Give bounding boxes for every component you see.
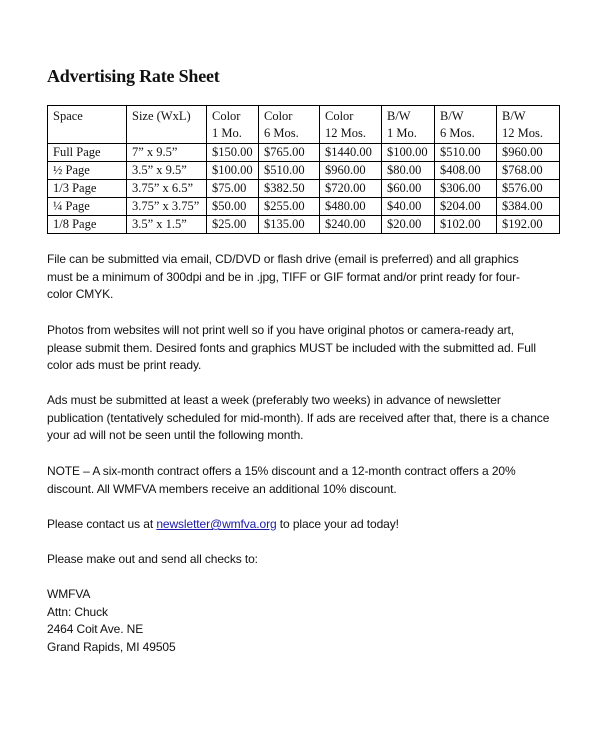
rate-table-header-row (48, 106, 560, 144)
table-cell: $306.00 (435, 180, 497, 198)
deadline-paragraph: Ads must be submitted at least a week (preferably two weeks) in advance of newsletter publication (tentatively scheduled for mid-month). If ads are received after that, there is a chance your ad will not be seen until the following month. (47, 393, 550, 442)
table-cell: $576.00 (497, 180, 560, 198)
header-size: Size (WxL) (127, 106, 207, 144)
table-cell: $80.00 (382, 162, 435, 180)
header-bw-1mo: B/W 1 Mo. (382, 106, 435, 144)
table-cell: ¼ Page (48, 198, 127, 216)
table-cell: $510.00 (259, 162, 320, 180)
table-cell: $408.00 (435, 162, 497, 180)
table-cell: $384.00 (497, 198, 560, 216)
checks-instruction: Please make out and send all checks to: (47, 552, 258, 566)
address-org: WMFVA (47, 587, 91, 601)
table-cell: $135.00 (259, 216, 320, 234)
table-cell: $765.00 (259, 144, 320, 162)
table-row (48, 180, 560, 198)
table-cell: 1/3 Page (48, 180, 127, 198)
contact-paragraph (47, 516, 547, 534)
table-cell: ½ Page (48, 162, 127, 180)
table-cell: $960.00 (497, 144, 560, 162)
table-cell: $150.00 (207, 144, 259, 162)
table-cell: $50.00 (207, 198, 259, 216)
table-row (48, 162, 560, 180)
table-cell: 7” x 9.5” (127, 144, 207, 162)
table-cell: $75.00 (207, 180, 259, 198)
header-bw-12mo: B/W 12 Mos. (497, 106, 560, 144)
table-cell: $204.00 (435, 198, 497, 216)
table-cell: $25.00 (207, 216, 259, 234)
table-cell: $60.00 (382, 180, 435, 198)
contact-suffix: to place your ad today! (276, 517, 399, 531)
header-color-12mo: Color 12 Mos. (320, 106, 382, 144)
table-cell: $40.00 (382, 198, 435, 216)
table-cell: $100.00 (207, 162, 259, 180)
table-cell: $510.00 (435, 144, 497, 162)
submission-paragraph: File can be submitted via email, CD/DVD or flash drive (email is preferred) and all graphics must be a minimum of 300dpi and be in .jpg, TIFF or GIF format and/or print ready for four- color CMYK. (47, 252, 520, 301)
table-row (48, 216, 560, 234)
table-row (48, 144, 560, 162)
header-space: Space (48, 106, 127, 144)
mailing-address (47, 586, 547, 656)
table-cell: $960.00 (320, 162, 382, 180)
table-cell: $20.00 (382, 216, 435, 234)
header-bw-6mo: B/W 6 Mos. (435, 106, 497, 144)
header-color-1mo: Color 1 Mo. (207, 106, 259, 144)
email-link[interactable]: newsletter@wmfva.org (156, 517, 277, 531)
table-cell: 1/8 Page (48, 216, 127, 234)
rate-table (47, 105, 560, 234)
table-cell: 3.75” x 6.5” (127, 180, 207, 198)
address-street: 2464 Coit Ave. NE (47, 622, 144, 636)
note-paragraph: NOTE – A six-month contract offers a 15% discount and a 12-month contract offers a 20% discount. All WMFVA members receive an additional 10% discount. (47, 464, 516, 496)
photos-paragraph: Photos from websites will not print well so if you have original photos or camera-ready art, please submit them. Desired fonts and graphics MUST be included with the submitted ad. Full color ads must be print ready. (47, 323, 536, 372)
table-cell: $382.50 (259, 180, 320, 198)
table-cell: 3.5” x 1.5” (127, 216, 207, 234)
table-cell: $240.00 (320, 216, 382, 234)
table-cell: 3.5” x 9.5” (127, 162, 207, 180)
table-cell: $768.00 (497, 162, 560, 180)
table-row (48, 198, 560, 216)
header-color-6mo: Color 6 Mos. (259, 106, 320, 144)
table-cell: Full Page (48, 144, 127, 162)
table-cell: $255.00 (259, 198, 320, 216)
table-cell: $1440.00 (320, 144, 382, 162)
table-cell: 3.75” x 3.75” (127, 198, 207, 216)
table-cell: $480.00 (320, 198, 382, 216)
address-attn: Attn: Chuck (47, 604, 108, 619)
table-cell: $192.00 (497, 216, 560, 234)
address-city: Grand Rapids, MI 49505 (47, 639, 176, 654)
page-title: Advertising Rate Sheet (47, 66, 220, 86)
table-cell: $102.00 (435, 216, 497, 234)
table-cell: $720.00 (320, 180, 382, 198)
table-cell: $100.00 (382, 144, 435, 162)
contact-prefix: Please contact us at (47, 517, 157, 531)
